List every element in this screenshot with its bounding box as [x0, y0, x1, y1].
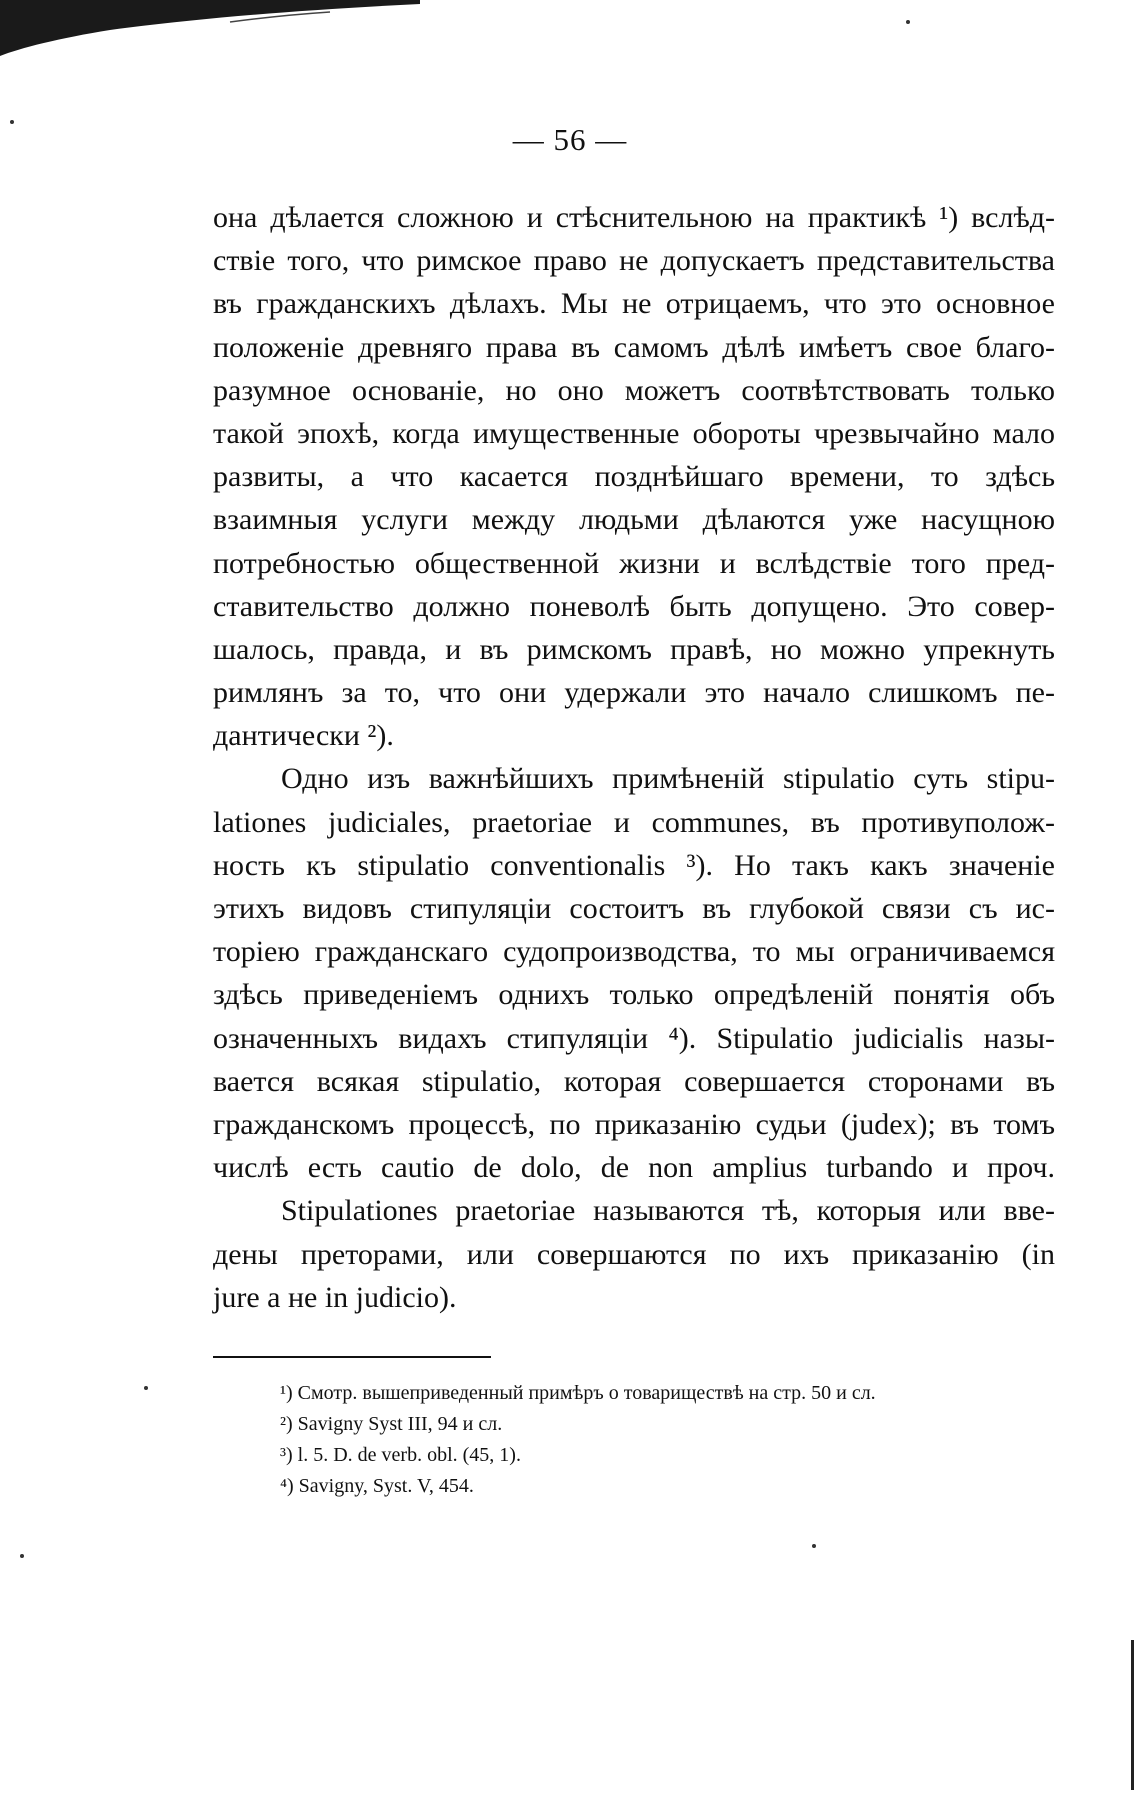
footnote: ¹) Смотр. вышеприведенный примѣръ о товариществѣ на стр. 50 и сл.: [280, 1382, 876, 1404]
text-line: римлянъ за то, что они удержали это начало слишкомъ пе-: [213, 676, 1055, 710]
footnote: ²) Savigny Syst III, 94 и сл.: [280, 1413, 503, 1435]
footnotes: [280, 1378, 1040, 1502]
scan-speck: [812, 1544, 816, 1548]
text-line: развиты, а что касается позднѣйшаго времени, то здѣсь: [213, 460, 1055, 494]
text-line: здѣсь приведеніемъ однихъ только опредѣленій понятія объ: [213, 978, 1055, 1012]
text-line: дантически ²).: [213, 719, 394, 753]
text-line: потребностью общественной жизни и вслѣдствіе того пред-: [213, 546, 1055, 580]
text-line: разумное основаніе, но оно можетъ соотвѣтствовать только: [213, 373, 1055, 407]
text-line: означенныхъ видахъ стипуляціи ⁴). Stipulatio judicialis назы-: [213, 1021, 1055, 1055]
text-line: въ гражданскихъ дѣлахъ. Мы не отрицаемъ, что это основное: [213, 287, 1055, 321]
page-number: — 56 —: [512, 122, 628, 157]
scan-speck: [20, 1554, 24, 1558]
text-line: вается всякая stipulatio, которая совершается сторонами въ: [213, 1064, 1055, 1098]
text-line: шалось, правда, и въ римскомъ правѣ, но можно упрекнуть: [213, 632, 1055, 666]
paragraph-first-line: Одно изъ важнѣйшихъ примѣненій stipulatio суть stipu-: [281, 762, 1055, 796]
text-line: такой эпохѣ, когда имущественные обороты чрезвычайно мало: [213, 416, 1055, 450]
scan-speck: [906, 20, 910, 24]
text-line: числѣ есть cautio de dolo, de non amplius turbando и проч.: [213, 1151, 1055, 1185]
paragraph-first-line: Stipulationes praetoriae называются тѣ, которыя или вве-: [281, 1194, 1055, 1228]
scan-edge-rule: [1131, 1640, 1134, 1790]
footnote: ³) l. 5. D. de verb. obl. (45, 1).: [280, 1444, 521, 1466]
text-line: дены преторами, или совершаются по ихъ приказанію (in: [213, 1237, 1055, 1271]
text-line: торіею гражданскаго судопроизводства, то мы ограничиваемся: [213, 935, 1055, 969]
scan-speck: [10, 120, 14, 124]
footnote-divider: [213, 1356, 491, 1358]
text-line: она дѣлается сложною и стѣснительною на практикѣ ¹) вслѣд-: [213, 201, 1055, 234]
scan-speck: [144, 1386, 148, 1390]
text-line: ность къ stipulatio conventionalis ³). Но такъ какъ значеніе: [213, 848, 1055, 882]
text-line: ствіе того, что римское право не допускаетъ представительства: [213, 244, 1055, 278]
text-line: положеніе древняго права въ самомъ дѣлѣ имѣетъ свое благо-: [213, 330, 1055, 364]
text-line: lationes judiciales, praetoriae и communes, въ противуполож-: [213, 805, 1055, 839]
scan-edge-artifact: [0, 0, 420, 60]
text-line: jure а не in judicio).: [213, 1280, 457, 1314]
text-line: гражданскомъ процессѣ, по приказанію судьи (judex); въ томъ: [213, 1107, 1055, 1141]
footnote: ⁴) Savigny, Syst. V, 454.: [280, 1475, 474, 1497]
text-line: ставительство должно поневолѣ быть допущено. Это совер-: [213, 589, 1055, 623]
text-line: взаимныя услуги между людьми дѣлаются уже насущною: [213, 503, 1055, 537]
main-text: [213, 196, 1055, 1319]
text-line: этихъ видовъ стипуляціи состоитъ въ глубокой связи съ ис-: [213, 892, 1055, 925]
